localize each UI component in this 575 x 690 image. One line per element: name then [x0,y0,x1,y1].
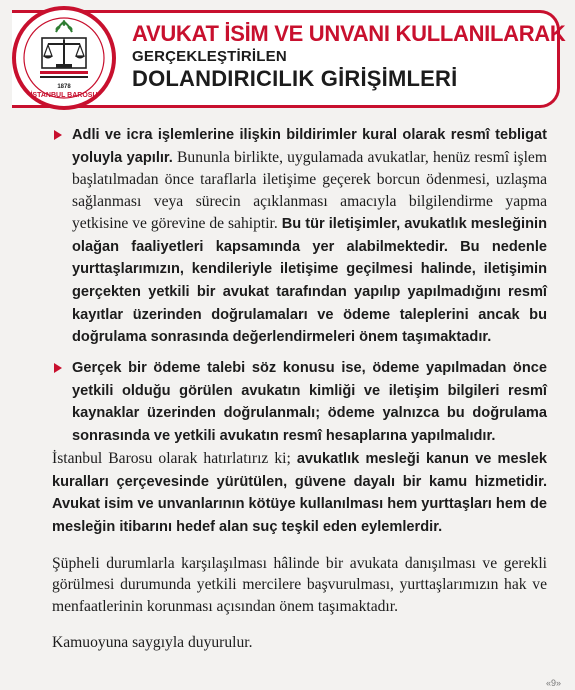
announcement-body [52,124,547,653]
istanbul-barosu-logo [12,6,116,110]
bullet-paragraph-1 [52,124,547,349]
page-title [132,21,566,92]
title-line-3: DOLANDIRICILIK GİRİŞİMLERİ [132,66,458,91]
paragraph-closing: Kamuoyuna saygıyla duyurulur. [52,633,253,651]
bullet1-bold-b: Bu tür iletişimler, avukatlık mesleğinin olağan faaliyetleri kapsamında yer alabilmektedir. Bu nedenle yurttaşlarımızın, kendileriyle iletişime geçilmesi halinde, iletişimin gerçekten yetkili bir avukat tarafından yapılıp yapılmadığını resmî kayıtlar üzerinden doğrulamaları ve ödeme taleplerini ancak bu doğrulama sonrasında değerlendirmeleri önem taşımaktadır. [72,215,547,346]
title-line-1: AVUKAT İSİM VE UNVANI KULLANILARAK [132,21,566,46]
page-number: «9» [545,678,561,688]
paragraph-reminder [52,448,547,539]
logo-year: 1878 [57,84,71,90]
para1-bold: avukatlık mesleği kanun ve meslek kuralları çerçevesinde yürütülen, güvene dayalı bir kamu hizmetidir. Avukat isim ve unvanlarının kötüye kullanılması hem yurttaşları hem de mesleğin itibarını hedef alan suç teşkil eden eylemlerdir. [52,450,548,535]
paragraph-advice: Şüpheli durumlarla karşılaşılması hâlinde bir avukata danışılması ve gerekli görülmesi durumunda yetkili mercilere başvurulması, yurttaşlarımızın hak ve menfaatlerinin korunması açısından önem taşımaktadır. [52,554,547,616]
bullet1-normal-a: Bununla birlikte, uygulamada avukatlar, henüz resmî işlem başlatılmadan önce taraflarla iletişime geçerek borcun ödenmesi, uzlaşma sağlanması veya sürecin açıklanması amacıyla bilgilendirme yapma yetkisine ve görevine de sahiptir. [72,148,547,232]
bullet2-bold: Gerçek bir ödeme talebi söz konusu ise, ödeme yapılmadan önce yetkili olduğu görülen avukatın kimliği ve iletişim bilgileri resmî kaynaklar üzerinden doğrulanmalı; ödeme yalnızca bu doğrulama sonrasında ve yetkili avukatın resmî hesaplarına yapılmalıdır. [72,360,547,445]
para1-normal: İstanbul Barosu olarak hatırlatırız ki; [52,449,297,467]
title-line-2: GERÇEKLEŞTİRİLEN [132,48,287,65]
bullet-arrow-icon [54,363,62,373]
bullet-paragraph-2 [52,357,547,448]
bullet1-bold-a: Adli ve icra işlemlerine ilişkin bildirimler kural olarak resmî tebligat yoluyla yapılır. [72,127,547,166]
logo-text: İSTANBUL BAROSU [30,92,98,99]
bullet-arrow-icon [54,130,62,140]
